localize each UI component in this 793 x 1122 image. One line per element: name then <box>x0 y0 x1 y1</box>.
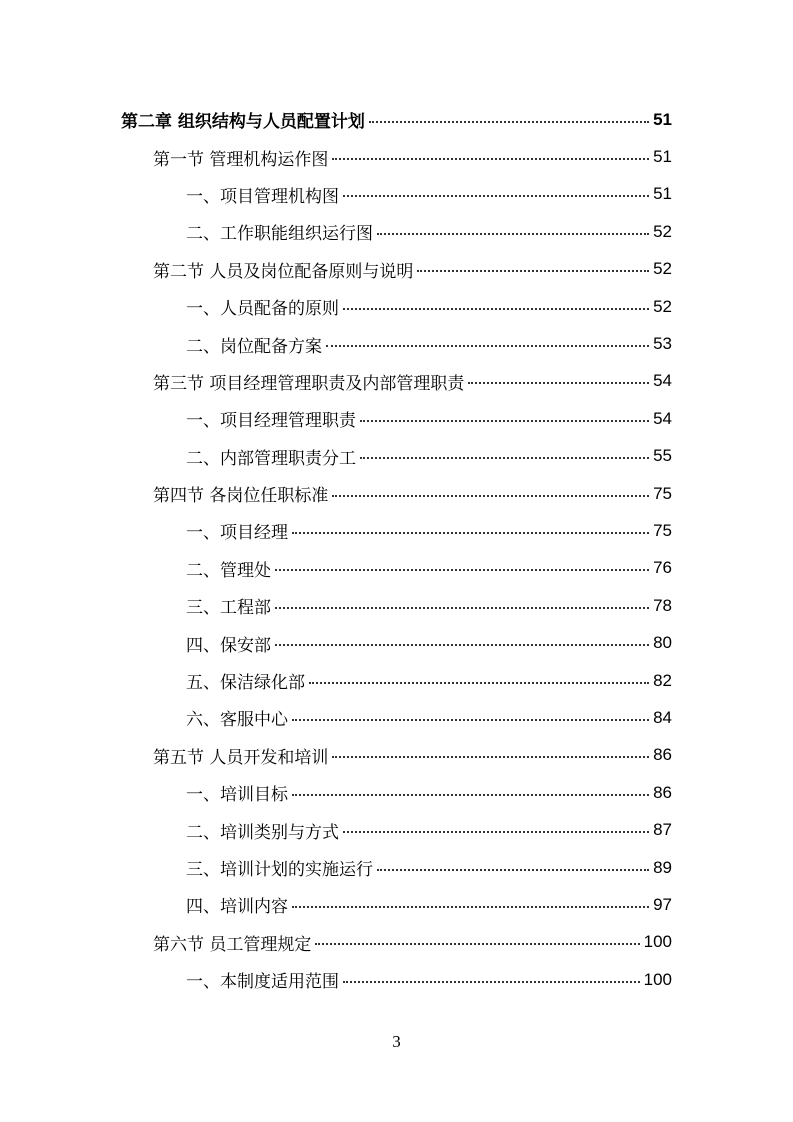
dot-leader <box>275 569 649 571</box>
page-number: 3 <box>392 1032 401 1051</box>
toc-entry-label: 第二章 组织结构与人员配置计划 <box>121 112 365 133</box>
toc-entry-label-wrap <box>153 145 328 170</box>
dot-leader <box>343 981 640 983</box>
toc-entry-page-number: 78 <box>653 595 672 615</box>
toc-entry-label-wrap <box>186 967 339 992</box>
toc-entry-page-number: 52 <box>653 259 672 279</box>
toc-entry-item[interactable] <box>0 587 672 624</box>
toc-entry-label: 第一节 管理机构运作图 <box>153 149 329 170</box>
toc-entry-page-number: 75 <box>653 483 672 503</box>
toc-entry-item[interactable] <box>0 886 672 923</box>
toc-entry-item[interactable] <box>0 288 672 325</box>
toc-entry-item[interactable] <box>0 961 672 998</box>
toc-entry-label: 三、培训计划的实施运行 <box>186 860 373 880</box>
toc-entry-page-number: 100 <box>643 969 672 989</box>
toc-entry-item[interactable] <box>0 662 672 699</box>
toc-entry-label-wrap <box>186 780 288 805</box>
dot-leader <box>332 158 649 160</box>
toc-entry-page-number: 51 <box>653 109 672 129</box>
toc-entry-label-wrap <box>153 481 328 506</box>
toc-entry-label-wrap <box>186 518 288 543</box>
dot-leader <box>343 308 649 310</box>
toc-entry-page-number: 84 <box>653 707 672 727</box>
toc-entry-label-wrap <box>186 631 271 656</box>
toc-entry-label: 三、工程部 <box>186 598 271 619</box>
toc-entry-label-wrap <box>186 182 339 207</box>
dot-leader <box>377 869 649 871</box>
toc-entry-page-number: 51 <box>653 184 672 204</box>
toc-entry-label-wrap <box>153 369 464 394</box>
toc-entry-item[interactable] <box>0 512 672 549</box>
toc-entry-item[interactable] <box>0 624 672 661</box>
toc-entry-item[interactable] <box>0 400 672 437</box>
toc-entry-item[interactable] <box>0 325 672 362</box>
dot-leader <box>360 420 649 422</box>
dot-leader <box>292 719 649 721</box>
toc-entry-page-number: 52 <box>653 221 672 241</box>
dot-leader <box>326 345 649 347</box>
toc-entry-label-wrap <box>186 818 339 843</box>
toc-entry-page-number: 86 <box>653 782 672 802</box>
toc-entry-label: 一、项目经理 <box>186 523 288 544</box>
toc-entry-label: 一、本制度适用范围 <box>186 972 339 993</box>
toc-entry-label: 第三节 项目经理管理职责及内部管理职责 <box>153 373 465 394</box>
toc-entry-label: 一、人员配备的原则 <box>186 299 339 320</box>
toc-entry-label: 第四节 各岗位任职标准 <box>153 486 329 507</box>
toc-entry-section[interactable] <box>0 138 672 175</box>
toc-entry-label: 四、培训内容 <box>186 897 288 918</box>
toc-entry-section[interactable] <box>0 363 672 400</box>
dot-leader <box>332 495 649 497</box>
toc-entry-label: 四、保安部 <box>186 635 271 656</box>
table-of-contents <box>0 101 793 998</box>
dot-leader <box>275 607 649 609</box>
toc-entry-label: 六、客服中心 <box>186 710 288 731</box>
dot-leader <box>343 195 649 197</box>
toc-entry-page-number: 55 <box>653 446 672 466</box>
toc-entry-item[interactable] <box>0 774 672 811</box>
toc-entry-item[interactable] <box>0 849 672 886</box>
toc-entry-label-wrap <box>186 892 288 917</box>
toc-entry-label: 五、保洁绿化部 <box>186 673 305 694</box>
toc-entry-section[interactable] <box>0 737 672 774</box>
toc-entry-section[interactable] <box>0 251 672 288</box>
dot-leader <box>468 382 649 384</box>
toc-entry-label-wrap <box>186 406 356 431</box>
toc-entry-label: 二、管理处 <box>186 560 271 581</box>
toc-entry-item[interactable] <box>0 213 672 250</box>
toc-entry-item[interactable] <box>0 699 672 736</box>
toc-entry-page-number: 89 <box>653 857 672 877</box>
toc-entry-page-number: 100 <box>643 932 672 952</box>
toc-entry-item[interactable] <box>0 550 672 587</box>
toc-entry-page-number: 82 <box>653 670 672 690</box>
toc-entry-label-wrap <box>186 668 305 693</box>
toc-entry-chapter[interactable] <box>0 101 672 138</box>
toc-entry-label-wrap <box>186 556 271 581</box>
toc-entry-label: 第五节 人员开发和培训 <box>153 747 329 768</box>
toc-entry-page-number: 97 <box>653 894 672 914</box>
toc-entry-label-wrap <box>186 294 339 319</box>
toc-entry-page-number: 87 <box>653 820 672 840</box>
toc-entry-label-wrap <box>186 593 271 618</box>
toc-entry-page-number: 76 <box>653 558 672 578</box>
toc-entry-label-wrap <box>153 930 311 955</box>
dot-leader <box>343 831 649 833</box>
toc-entry-label: 二、培训类别与方式 <box>186 822 339 843</box>
toc-entry-label: 二、工作职能组织运行图 <box>186 224 373 245</box>
toc-entry-label: 一、项目管理机构图 <box>186 186 339 207</box>
toc-entry-label-wrap <box>153 743 328 768</box>
toc-entry-page-number: 51 <box>653 147 672 167</box>
dot-leader <box>315 943 639 945</box>
dot-leader <box>369 121 649 123</box>
toc-entry-page-number: 54 <box>653 371 672 391</box>
toc-entry-page-number: 75 <box>653 520 672 540</box>
dot-leader <box>292 906 649 908</box>
toc-entry-page-number: 80 <box>653 633 672 653</box>
toc-entry-label-wrap <box>186 444 356 469</box>
toc-entry-label: 一、培训目标 <box>186 785 288 806</box>
toc-entry-label-wrap <box>186 855 373 880</box>
toc-entry-label-wrap <box>121 107 365 132</box>
toc-entry-label: 二、岗位配备方案 <box>186 336 322 357</box>
toc-entry-page-number: 53 <box>653 334 672 354</box>
toc-entry-label: 第六节 员工管理规定 <box>153 934 312 955</box>
dot-leader <box>275 644 649 646</box>
toc-entry-label-wrap <box>153 257 413 282</box>
toc-entry-label: 二、内部管理职责分工 <box>186 448 356 469</box>
toc-entry-item[interactable] <box>0 811 672 848</box>
toc-entry-label: 一、项目经理管理职责 <box>186 411 356 432</box>
toc-entry-section[interactable] <box>0 924 672 961</box>
dot-leader <box>377 233 649 235</box>
toc-entry-label: 第二节 人员及岗位配备原则与说明 <box>153 261 414 282</box>
toc-entry-label-wrap <box>186 705 288 730</box>
dot-leader <box>292 794 649 796</box>
toc-entry-page-number: 52 <box>653 296 672 316</box>
dot-leader <box>309 682 649 684</box>
dot-leader <box>360 457 649 459</box>
toc-entry-page-number: 86 <box>653 745 672 765</box>
dot-leader <box>417 270 649 272</box>
dot-leader <box>292 532 649 534</box>
toc-entry-label-wrap <box>186 332 322 357</box>
toc-entry-item[interactable] <box>0 438 672 475</box>
toc-entry-label-wrap <box>186 219 373 244</box>
dot-leader <box>332 756 649 758</box>
toc-entry-item[interactable] <box>0 176 672 213</box>
toc-entry-page-number: 54 <box>653 408 672 428</box>
toc-entry-section[interactable] <box>0 475 672 512</box>
